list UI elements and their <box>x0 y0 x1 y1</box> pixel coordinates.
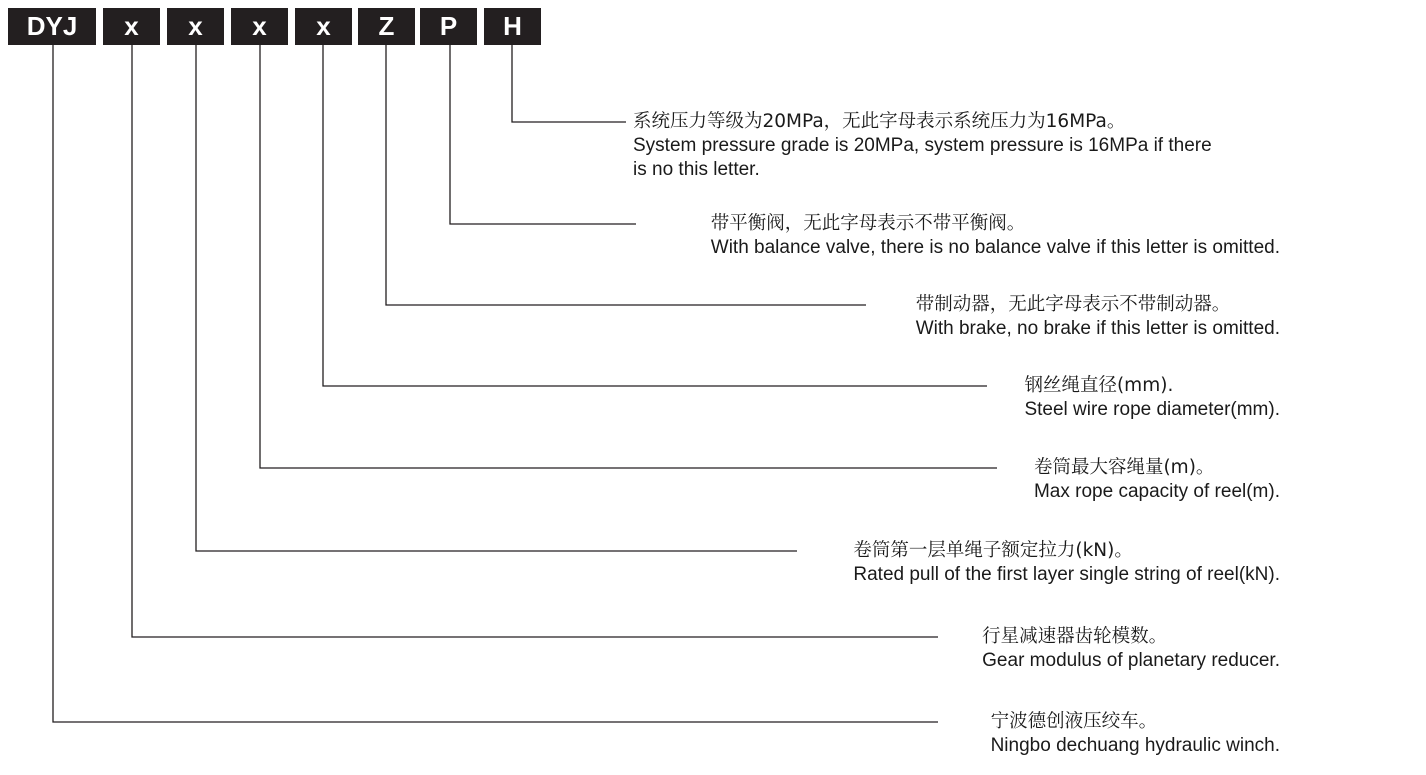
leader-line-h <box>512 45 626 122</box>
description-dyj <box>991 710 1280 758</box>
code-box-x3: x <box>231 8 288 45</box>
description-x3-cn: 卷筒最大容绳量(m)。 <box>1033 457 1215 478</box>
description-p-cn: 带平衡阀，无此字母表示不带平衡阀。 <box>710 213 1026 234</box>
description-x1-cn: 行星减速器齿轮模数。 <box>982 626 1168 647</box>
description-dyj-en: Ningbo dechuang hydraulic winch. <box>990 735 1280 756</box>
description-z <box>916 293 1280 341</box>
description-z-cn: 带制动器，无此字母表示不带制动器。 <box>915 294 1231 315</box>
code-box-p: P <box>420 8 477 45</box>
code-box-dyj: DYJ <box>8 8 96 45</box>
description-x4-cn: 钢丝绳直径(mm). <box>1024 375 1174 396</box>
description-x3-en: Max rope capacity of reel(m). <box>1033 481 1280 502</box>
description-x2-cn: 卷筒第一层单绳子额定拉力(kN)。 <box>853 540 1133 561</box>
description-h-en-line1: System pressure grade is 20MPa, system pressure is 16MPa if there <box>633 135 1212 156</box>
description-x2-en: Rated pull of the first layer single string of reel(kN). <box>853 564 1280 585</box>
description-h-en-line2: is no this letter. <box>633 159 760 180</box>
description-p-en: With balance valve, there is no balance valve if this letter is omitted. <box>710 237 1280 258</box>
description-x4-en: Steel wire rope diameter(mm). <box>1024 399 1280 420</box>
description-x1-en: Gear modulus of planetary reducer. <box>982 650 1280 671</box>
description-dyj-cn: 宁波德创液压绞车。 <box>990 711 1158 732</box>
code-box-z: Z <box>358 8 415 45</box>
description-x1 <box>982 625 1280 673</box>
description-p <box>711 212 1280 260</box>
code-box-x1: x <box>103 8 160 45</box>
description-x2 <box>853 539 1280 587</box>
description-z-en: With brake, no brake if this letter is omitted. <box>915 318 1280 339</box>
description-x4 <box>1024 374 1280 422</box>
description-h-cn: 系统压力等级为20MPa，无此字母表示系统压力为16MPa。 <box>633 111 1126 132</box>
code-box-h: H <box>484 8 541 45</box>
description-h <box>633 110 1280 182</box>
code-box-x4: x <box>295 8 352 45</box>
code-box-x2: x <box>167 8 224 45</box>
description-x3 <box>1034 456 1280 504</box>
leader-line-p <box>450 45 636 224</box>
